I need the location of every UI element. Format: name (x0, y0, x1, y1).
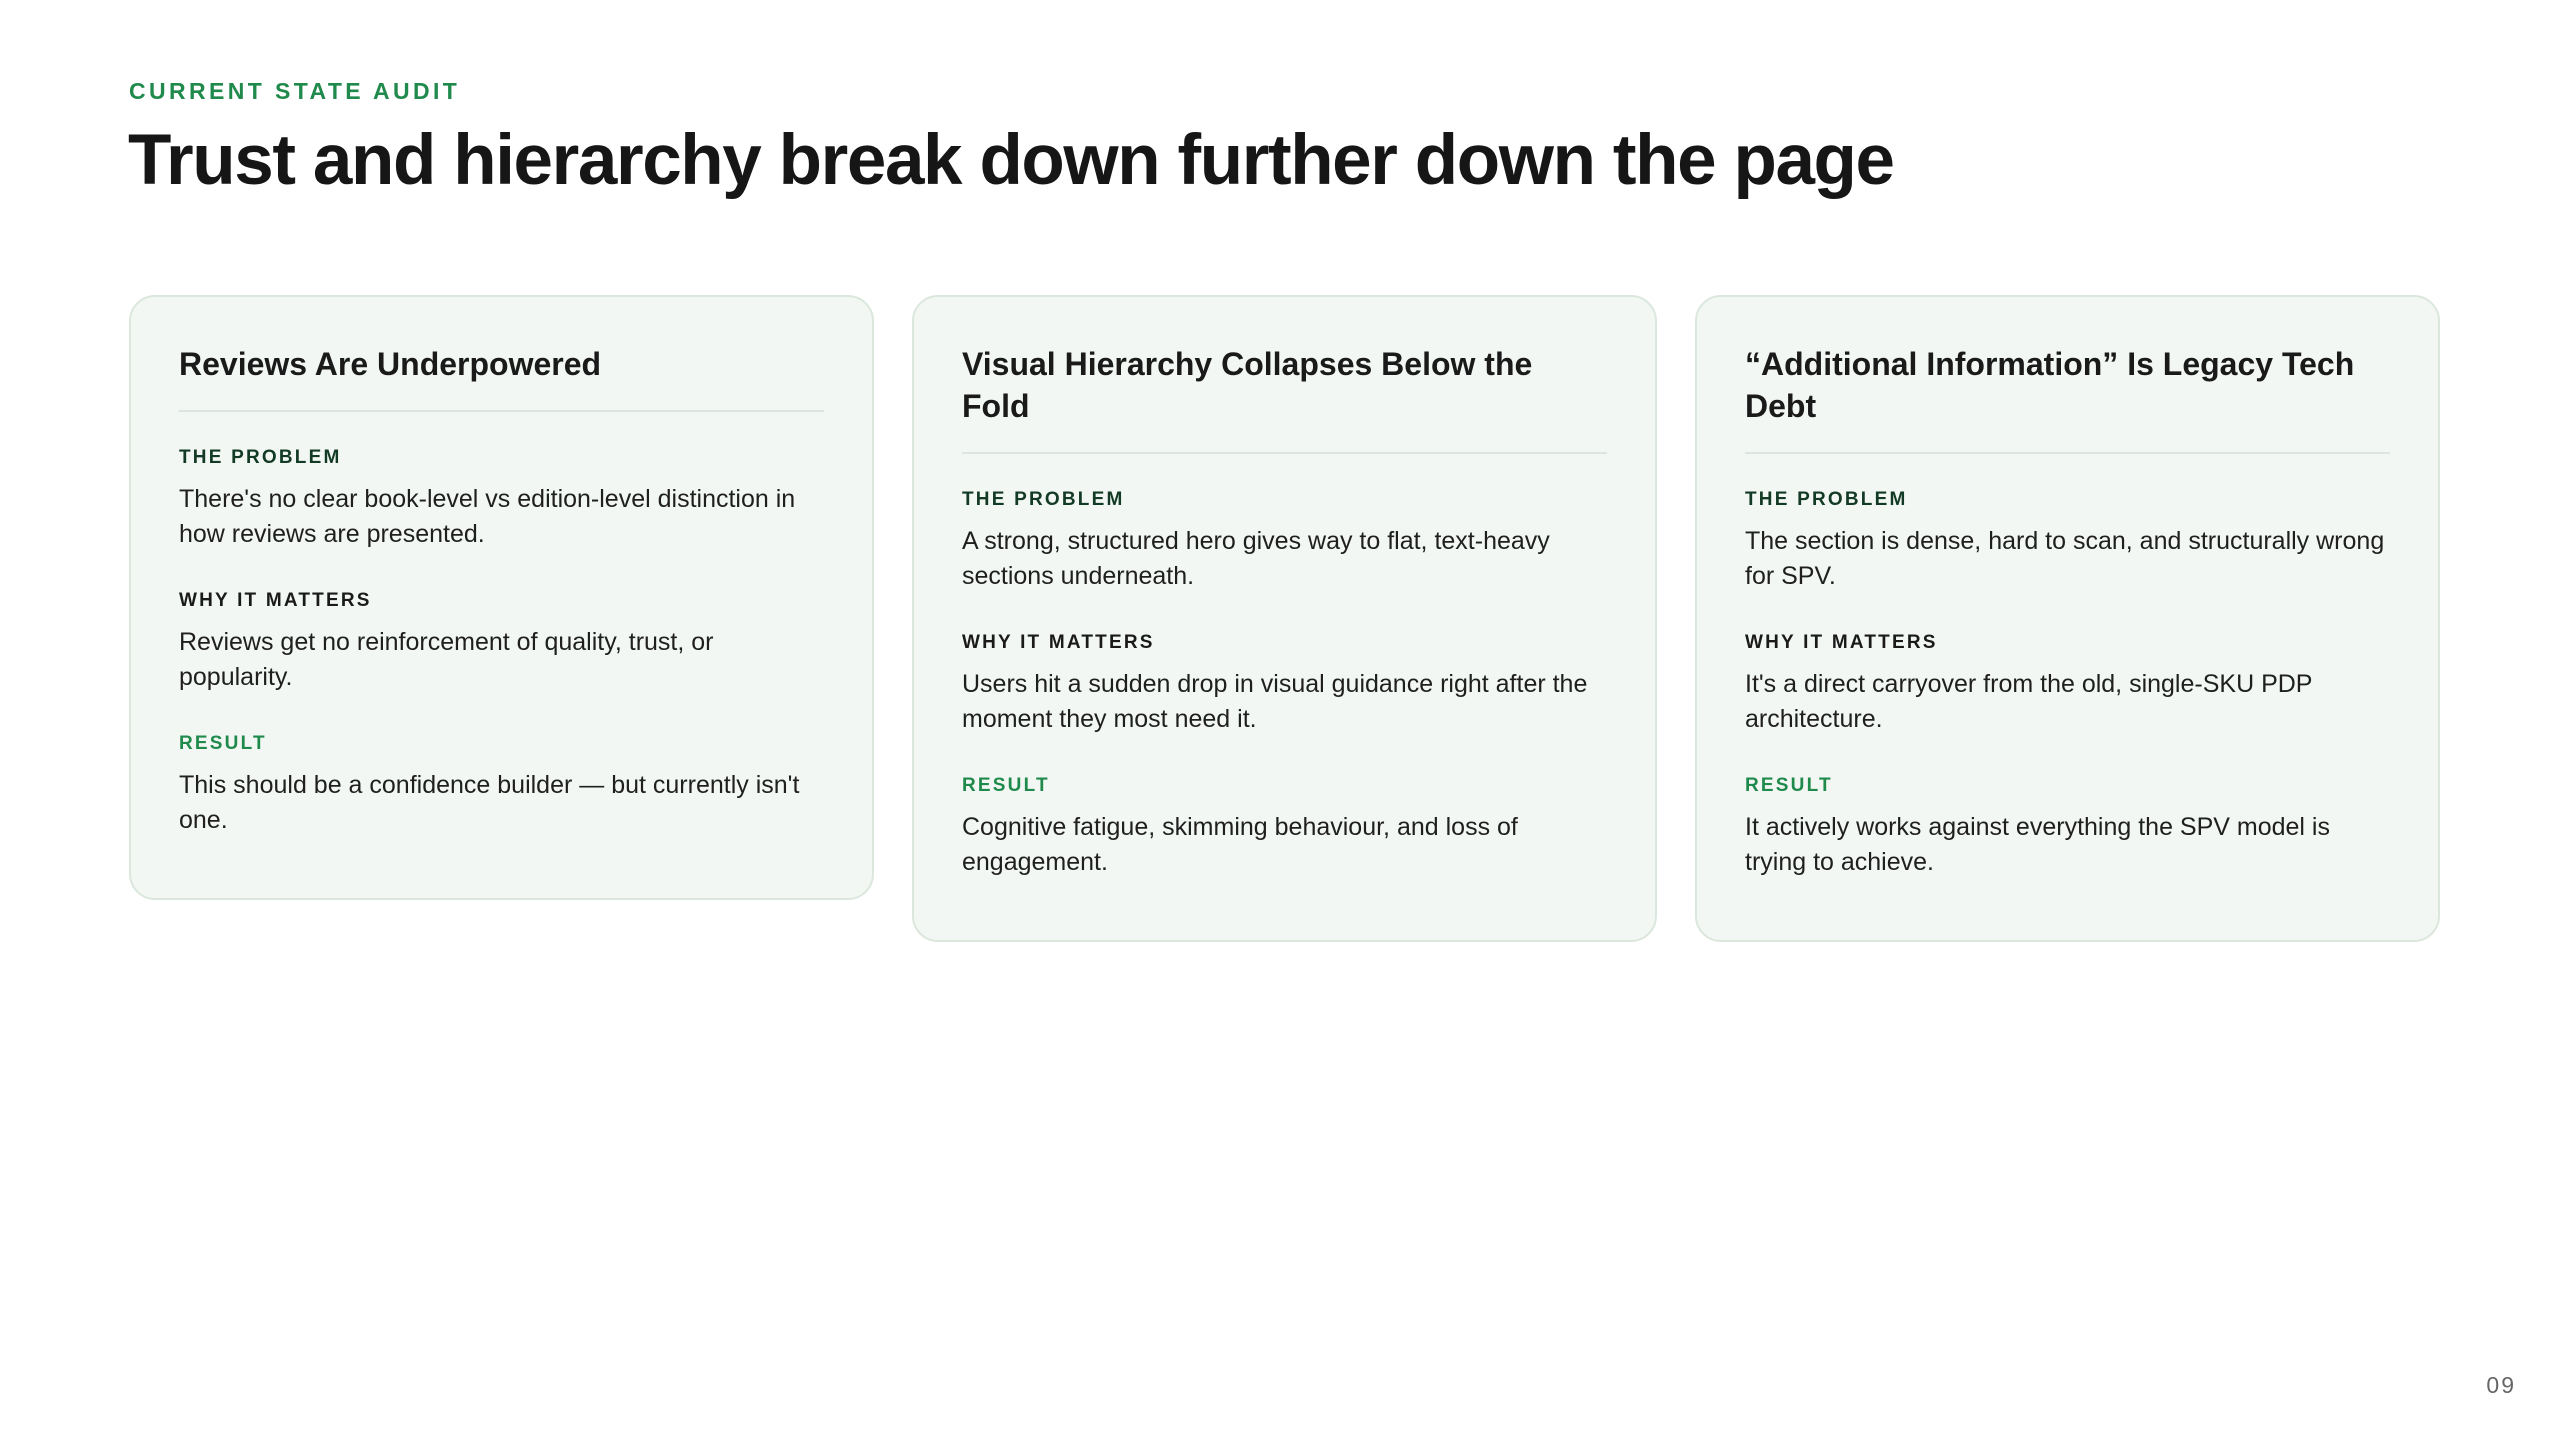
problem-label: THE PROBLEM (179, 447, 342, 468)
why-it-matters-label: WHY IT MATTERS (962, 632, 1155, 653)
result-text: This should be a confidence builder — but currently isn't one. (179, 771, 800, 834)
page-number: 09 (2486, 1372, 2516, 1398)
why-it-matters-text: Reviews get no reinforcement of quality, trust, or popularity. (179, 628, 714, 691)
card-title: Visual Hierarchy Collapses Below the Fold (962, 343, 1607, 454)
result-text: Cognitive fatigue, skimming behaviour, and loss of engagement. (962, 813, 1518, 876)
card-title: Reviews Are Underpowered (179, 343, 824, 412)
eyebrow-label: CURRENT STATE AUDIT (129, 78, 461, 104)
result-label: RESULT (962, 775, 1050, 796)
problem-label: THE PROBLEM (962, 489, 1125, 510)
why-it-matters-label: WHY IT MATTERS (1745, 632, 1938, 653)
result-text: It actively works against everything the SPV model is trying to achieve. (1745, 813, 2330, 876)
problem-text: There's no clear book-level vs edition-level distinction in how reviews are presented. (179, 485, 796, 548)
why-it-matters-text: It's a direct carryover from the old, single-SKU PDP architecture. (1745, 670, 2313, 733)
result-label: RESULT (1745, 775, 1833, 796)
why-it-matters-text: Users hit a sudden drop in visual guidance right after the moment they most need it. (962, 670, 1588, 733)
problem-text: The section is dense, hard to scan, and structurally wrong for SPV. (1745, 527, 2385, 590)
card-title: “Additional Information” Is Legacy Tech Debt (1745, 343, 2390, 454)
problem-text: A strong, structured hero gives way to flat, text-heavy sections underneath. (962, 527, 1550, 590)
why-it-matters-label: WHY IT MATTERS (179, 590, 372, 611)
audit-card-visual-hierarchy (912, 295, 1657, 942)
result-label: RESULT (179, 733, 267, 754)
problem-label: THE PROBLEM (1745, 489, 1908, 510)
audit-cards (129, 295, 2441, 942)
page-title: Trust and hierarchy break down further down the page (128, 121, 1894, 200)
audit-card-additional-information (1695, 295, 2440, 942)
audit-card-reviews (129, 295, 874, 900)
